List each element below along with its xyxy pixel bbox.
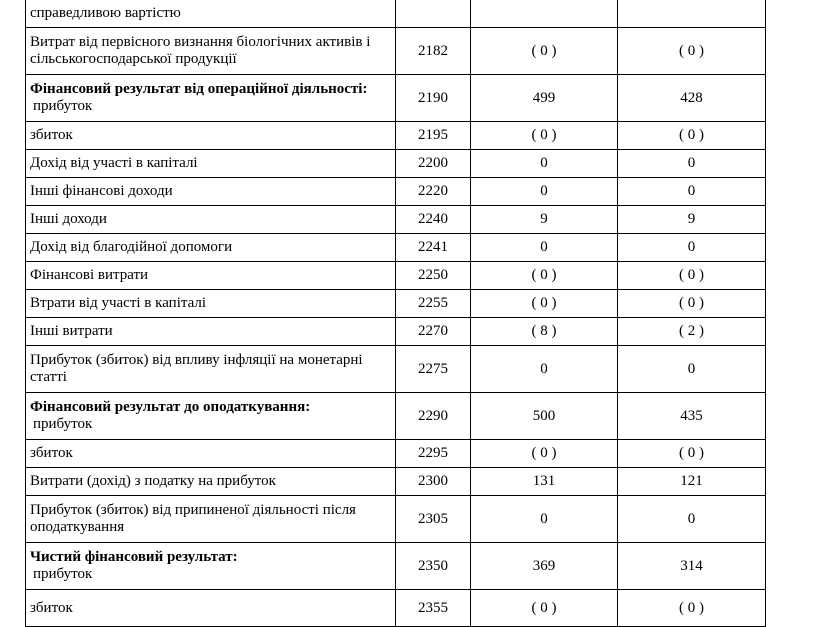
- current-period-value: ( 0 ): [471, 440, 618, 468]
- previous-period-value: ( 0 ): [618, 262, 766, 290]
- previous-period-value: 314: [618, 543, 766, 590]
- table-row: [26, 318, 766, 346]
- row-label: збиток: [26, 122, 396, 150]
- table-row: [26, 0, 766, 28]
- table-row: [26, 393, 766, 440]
- row-code: 2290: [396, 393, 471, 440]
- table-row: [26, 290, 766, 318]
- current-period-value: ( 8 ): [471, 318, 618, 346]
- previous-period-value: ( 0 ): [618, 590, 766, 627]
- table-row: [26, 543, 766, 590]
- row-label: [26, 543, 396, 590]
- row-code: 2350: [396, 543, 471, 590]
- current-period-value: 0: [471, 234, 618, 262]
- table-row: [26, 206, 766, 234]
- row-code: 2240: [396, 206, 471, 234]
- row-code: 2300: [396, 468, 471, 496]
- previous-period-value: 0: [618, 178, 766, 206]
- previous-period-value: ( 2 ): [618, 318, 766, 346]
- table-row: [26, 496, 766, 543]
- previous-period-value: 0: [618, 496, 766, 543]
- row-code: 2200: [396, 150, 471, 178]
- previous-period-value: 9: [618, 206, 766, 234]
- previous-period-value: 0: [618, 346, 766, 393]
- row-code: 2250: [396, 262, 471, 290]
- section-title: Фінансовий результат до оподаткування:: [30, 399, 311, 415]
- previous-period-value: 428: [618, 75, 766, 122]
- table-row: [26, 28, 766, 75]
- section-title: Фінансовий результат від операційної діяльності:: [30, 81, 368, 97]
- financial-results-sheet: [25, 0, 766, 627]
- row-sublabel: прибуток: [33, 566, 93, 582]
- row-label: [26, 393, 396, 440]
- table-row: [26, 178, 766, 206]
- row-code: 2270: [396, 318, 471, 346]
- table-row: [26, 590, 766, 627]
- row-code: 2305: [396, 496, 471, 543]
- row-label: Прибуток (збиток) від впливу інфляції на монетарні статті: [26, 346, 396, 393]
- current-period-value: ( 0 ): [471, 122, 618, 150]
- row-code: [396, 0, 471, 28]
- row-label: Дохід від благодійної допомоги: [26, 234, 396, 262]
- current-period-value: 0: [471, 496, 618, 543]
- table-row: [26, 234, 766, 262]
- row-label: [26, 75, 396, 122]
- current-period-value: 9: [471, 206, 618, 234]
- current-period-value: 0: [471, 178, 618, 206]
- row-label: Втрати від участі в капіталі: [26, 290, 396, 318]
- row-code: 2275: [396, 346, 471, 393]
- row-label: Витрат від первісного визнання біологічних активів і сільськогосподарської продукції: [26, 28, 396, 75]
- row-label: Інші фінансові доходи: [26, 178, 396, 206]
- table-row: [26, 122, 766, 150]
- row-label: Прибуток (збиток) від припиненої діяльності після оподаткування: [26, 496, 396, 543]
- previous-period-value: ( 0 ): [618, 290, 766, 318]
- financial-results-body: [26, 0, 766, 627]
- previous-period-value: ( 0 ): [618, 28, 766, 75]
- row-label: справедливою вартістю: [26, 0, 396, 28]
- current-period-value: ( 0 ): [471, 590, 618, 627]
- current-period-value: ( 0 ): [471, 28, 618, 75]
- section-title: Чистий фінансовий результат:: [30, 549, 238, 565]
- row-label: Інші витрати: [26, 318, 396, 346]
- table-row: [26, 75, 766, 122]
- row-label: Інші доходи: [26, 206, 396, 234]
- current-period-value: 369: [471, 543, 618, 590]
- previous-period-value: [618, 0, 766, 28]
- row-code: 2220: [396, 178, 471, 206]
- row-label: збиток: [26, 590, 396, 627]
- current-period-value: 131: [471, 468, 618, 496]
- row-label: Витрати (дохід) з податку на прибуток: [26, 468, 396, 496]
- financial-results-table: [25, 0, 766, 627]
- current-period-value: ( 0 ): [471, 262, 618, 290]
- table-row: [26, 150, 766, 178]
- previous-period-value: 0: [618, 234, 766, 262]
- table-row: [26, 262, 766, 290]
- current-period-value: 499: [471, 75, 618, 122]
- previous-period-value: 0: [618, 150, 766, 178]
- row-label: збиток: [26, 440, 396, 468]
- row-code: 2355: [396, 590, 471, 627]
- current-period-value: 0: [471, 150, 618, 178]
- row-code: 2295: [396, 440, 471, 468]
- previous-period-value: ( 0 ): [618, 122, 766, 150]
- table-row: [26, 468, 766, 496]
- previous-period-value: ( 0 ): [618, 440, 766, 468]
- row-label: Фінансові витрати: [26, 262, 396, 290]
- row-code: 2195: [396, 122, 471, 150]
- table-row: [26, 440, 766, 468]
- current-period-value: 500: [471, 393, 618, 440]
- current-period-value: ( 0 ): [471, 290, 618, 318]
- previous-period-value: 435: [618, 393, 766, 440]
- row-code: 2241: [396, 234, 471, 262]
- previous-period-value: 121: [618, 468, 766, 496]
- row-code: 2255: [396, 290, 471, 318]
- row-code: 2182: [396, 28, 471, 75]
- row-code: 2190: [396, 75, 471, 122]
- current-period-value: [471, 0, 618, 28]
- row-sublabel: прибуток: [33, 416, 93, 432]
- current-period-value: 0: [471, 346, 618, 393]
- row-sublabel: прибуток: [33, 98, 93, 114]
- row-label: Дохід від участі в капіталі: [26, 150, 396, 178]
- table-row: [26, 346, 766, 393]
